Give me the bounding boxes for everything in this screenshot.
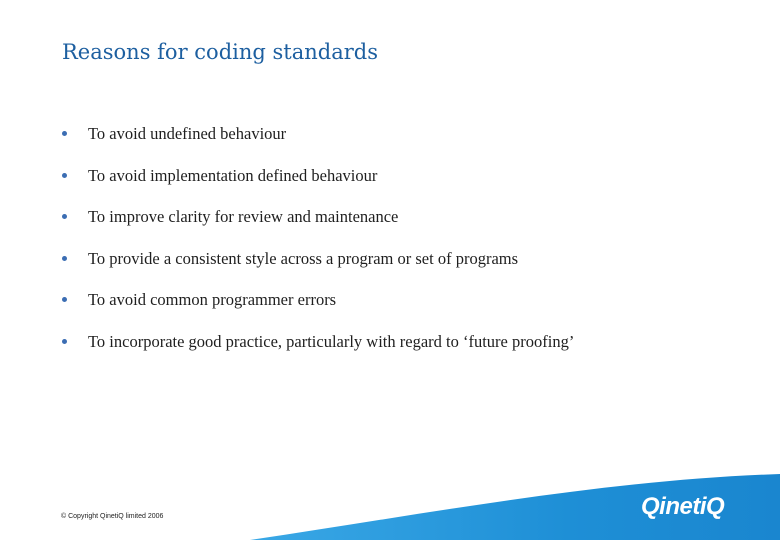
bullet-text: To avoid undefined behaviour (88, 124, 287, 143)
copyright-text: © Copyright QinetiQ limited 2006 (61, 513, 164, 520)
bullet-text: To avoid implementation defined behaviour (88, 165, 378, 185)
bullet-text: To incorporate good practice, particularly with regard to ‘future proofing’ (88, 331, 575, 351)
bullet-text: To improve clarity for review and maintenance (88, 207, 399, 227)
slide-title: Reasons for coding standards (62, 40, 378, 64)
qinetiq-logo: QinetiQ (641, 493, 725, 520)
bullet-text: To provide a consistent style across a program or set of programs (88, 248, 519, 268)
bullet-text: To avoid common programmer errors (88, 290, 337, 310)
